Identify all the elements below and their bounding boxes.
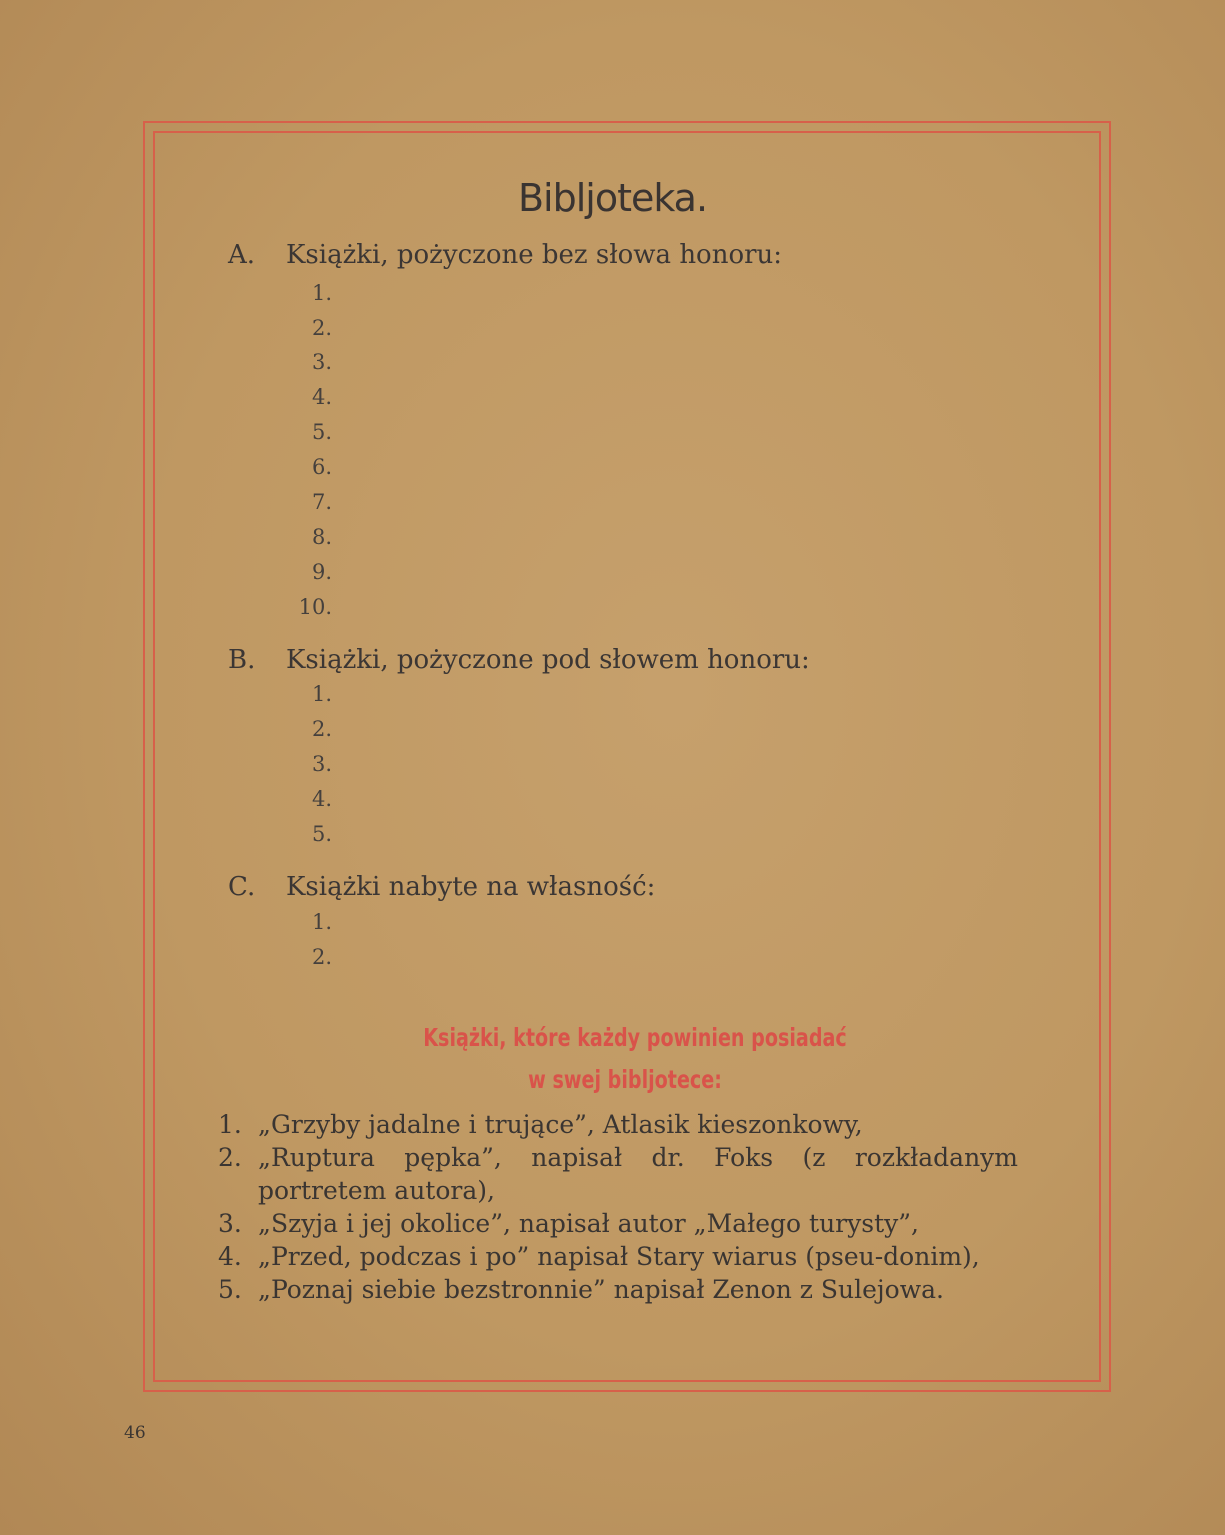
section-b-item: 2. <box>311 717 332 741</box>
recommended-item-text: „Poznaj siebie bezstronnie” napisał Zenon z Sulejowa. <box>258 1275 944 1304</box>
section-b-item: 1. <box>311 682 332 706</box>
section-a-item: 1. <box>311 281 332 305</box>
section-a-letter: A. <box>228 240 256 270</box>
section-b-header <box>228 645 810 675</box>
section-c-item: 1. <box>311 910 332 934</box>
recommended-item <box>218 1141 1018 1207</box>
section-a-item: 7. <box>311 490 332 514</box>
section-a-item: 3. <box>311 350 332 374</box>
recommended-item-text: „Ruptura pępka”, napisał dr. Foks (z rozkładanym portretem autora), <box>258 1143 1018 1205</box>
section-a-text: Książki, pożyczone bez słowa honoru: <box>286 240 783 270</box>
recommended-item-number: 4. <box>218 1242 242 1271</box>
recommended-heading-line1: Książki, które każdy powinien posiadać <box>423 1023 847 1052</box>
recommended-item <box>218 1273 1018 1306</box>
section-a-header <box>228 240 782 270</box>
section-b-text: Książki, pożyczone pod słowem honoru: <box>286 645 810 675</box>
recommended-item-number: 5. <box>218 1275 242 1304</box>
section-a-item: 9. <box>311 560 332 584</box>
section-c-letter: C. <box>228 872 256 902</box>
section-b-item: 4. <box>311 787 332 811</box>
section-b-letter: B. <box>228 645 256 675</box>
section-b-item: 3. <box>311 752 332 776</box>
page-number: 46 <box>124 1423 146 1443</box>
recommended-item-text: „Szyja i jej okolice”, napisał autor „Małego turysty”, <box>258 1209 919 1238</box>
section-a-item: 4. <box>311 385 332 409</box>
recommended-item <box>218 1108 1018 1141</box>
recommended-list <box>218 1108 1018 1306</box>
section-c-header <box>228 872 655 902</box>
section-b-item: 5. <box>311 822 332 846</box>
section-a-item: 6. <box>311 455 332 479</box>
recommended-item <box>218 1240 1018 1273</box>
page-title: Bibljoteka. <box>517 176 708 220</box>
section-a-item: 10. <box>298 595 332 619</box>
recommended-item <box>218 1207 1018 1240</box>
recommended-item-number: 3. <box>218 1209 242 1238</box>
section-a-item: 2. <box>311 316 332 340</box>
section-a-item: 5. <box>311 420 332 444</box>
recommended-heading-line2: w swej bibljotece: <box>528 1065 722 1094</box>
section-c-item: 2. <box>311 945 332 969</box>
section-c-text: Książki nabyte na własność: <box>286 872 656 902</box>
section-a-item: 8. <box>311 525 332 549</box>
recommended-item-number: 2. <box>218 1143 242 1172</box>
recommended-item-text: „Przed, podczas i po” napisał Stary wiarus (pseu-donim), <box>258 1242 980 1271</box>
recommended-item-text: „Grzyby jadalne i trujące”, Atlasik kieszonkowy, <box>258 1110 863 1139</box>
recommended-item-number: 1. <box>218 1110 242 1139</box>
